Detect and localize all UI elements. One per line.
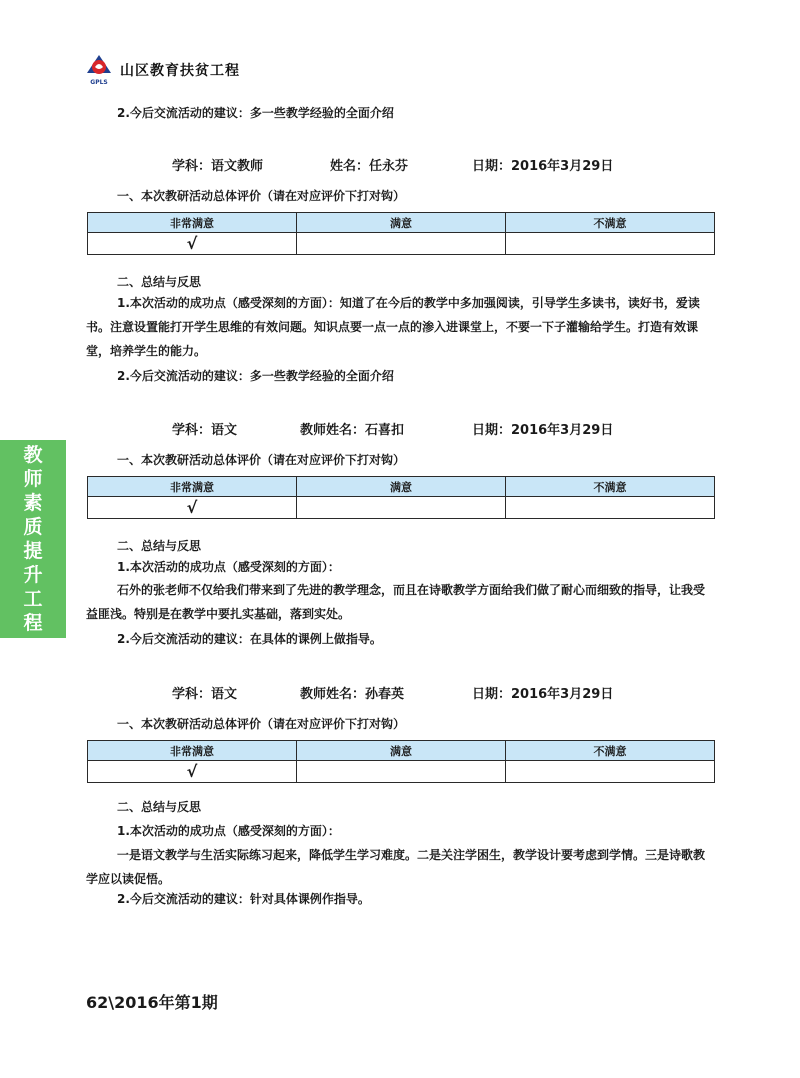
side-tab-char: 素 (23, 492, 43, 514)
logo (84, 53, 114, 87)
check-cell-very-satisfied[interactable]: √ (88, 761, 297, 783)
name-label: 教师姓名：孙春英 (300, 687, 405, 702)
header-very-satisfied: 非常满意 (88, 213, 297, 233)
subject-label: 学科：语文教师 (172, 159, 264, 174)
eval-title: 一、本次教研活动总体评价（请在对应评价下打对钩） (117, 453, 406, 467)
date-label: 日期：2016年3月29日 (472, 159, 614, 174)
subject-label: 学科：语文 (172, 687, 238, 702)
check-cell-satisfied[interactable] (297, 233, 506, 255)
eval-title: 一、本次教研活动总体评价（请在对应评价下打对钩） (117, 189, 406, 203)
date-label: 日期：2016年3月29日 (472, 687, 614, 702)
name-label: 教师姓名：石喜扣 (300, 423, 405, 438)
summary-title: 二、总结与反思 (117, 275, 202, 289)
check-cell-unsatisfied[interactable] (506, 497, 715, 519)
evaluation-table (87, 212, 715, 255)
suggestion: 2.今后交流活动的建议：针对具体课例作指导。 (117, 892, 370, 906)
page-footer: 62\2016年第1期 (86, 993, 218, 1012)
check-cell-very-satisfied[interactable]: √ (88, 497, 297, 519)
logo-icon (84, 53, 114, 79)
header-satisfied: 满意 (297, 477, 506, 497)
name-label: 姓名：任永芬 (330, 159, 409, 174)
header-satisfied: 满意 (297, 741, 506, 761)
header-unsatisfied: 不满意 (506, 741, 715, 761)
side-tab (0, 440, 66, 638)
header-very-satisfied: 非常满意 (88, 477, 297, 497)
side-tab-char: 程 (23, 612, 43, 634)
success-points-heading: 1.本次活动的成功点（感受深刻的方面）： (117, 560, 340, 574)
header-very-satisfied: 非常满意 (88, 741, 297, 761)
summary-title: 二、总结与反思 (117, 539, 202, 553)
side-tab-char: 教 (23, 444, 43, 466)
check-cell-satisfied[interactable] (297, 497, 506, 519)
success-points-heading: 1.本次活动的成功点（感受深刻的方面）： (117, 824, 340, 838)
summary-title: 二、总结与反思 (117, 800, 202, 814)
side-tab-char: 提 (23, 540, 43, 562)
check-cell-very-satisfied[interactable]: √ (88, 233, 297, 255)
success-points: 1.本次活动的成功点（感受深刻的方面）：知道了在今后的教学中多加强阅读，引导学生多读书，读好书，爱读书。注意设置能打开学生思维的有效问题。知识点要一点一点的渗入进课堂上，不要一下子灌输给学生。打造有效课堂，培养学生的能力。 (86, 296, 700, 358)
check-cell-unsatisfied[interactable] (506, 761, 715, 783)
evaluation-table (87, 740, 715, 783)
header-unsatisfied: 不满意 (506, 477, 715, 497)
check-cell-satisfied[interactable] (297, 761, 506, 783)
evaluation-table (87, 476, 715, 519)
side-tab-char: 工 (23, 588, 43, 610)
side-tab-char: 质 (23, 516, 43, 538)
date-label: 日期：2016年3月29日 (472, 423, 614, 438)
page-header (84, 50, 240, 90)
intro-suggestion: 2.今后交流活动的建议：多一些教学经验的全面介绍 (117, 106, 394, 120)
suggestion: 2.今后交流活动的建议：多一些教学经验的全面介绍 (117, 369, 394, 383)
check-cell-unsatisfied[interactable] (506, 233, 715, 255)
side-tab-char: 升 (23, 564, 43, 586)
logo-text: GPLS (90, 79, 108, 86)
subject-label: 学科：语文 (172, 423, 238, 438)
success-points: 石外的张老师不仅给我们带来到了先进的教学理念，而且在诗歌教学方面给我们做了耐心而细致的指导，让我受益匪浅。特别是在教学中要扎实基础，落到实处。 (86, 583, 706, 621)
side-tab-char: 师 (23, 468, 43, 490)
success-points: 一是语文教学与生活实际练习起来，降低学生学习难度。二是关注学困生，教学设计要考虑到学情。三是诗歌教学应以读促悟。 (86, 848, 706, 886)
header-title: 山区教育扶贫工程 (120, 63, 240, 79)
header-unsatisfied: 不满意 (506, 213, 715, 233)
header-satisfied: 满意 (297, 213, 506, 233)
eval-title: 一、本次教研活动总体评价（请在对应评价下打对钩） (117, 717, 406, 731)
suggestion: 2.今后交流活动的建议：在具体的课例上做指导。 (117, 632, 382, 646)
